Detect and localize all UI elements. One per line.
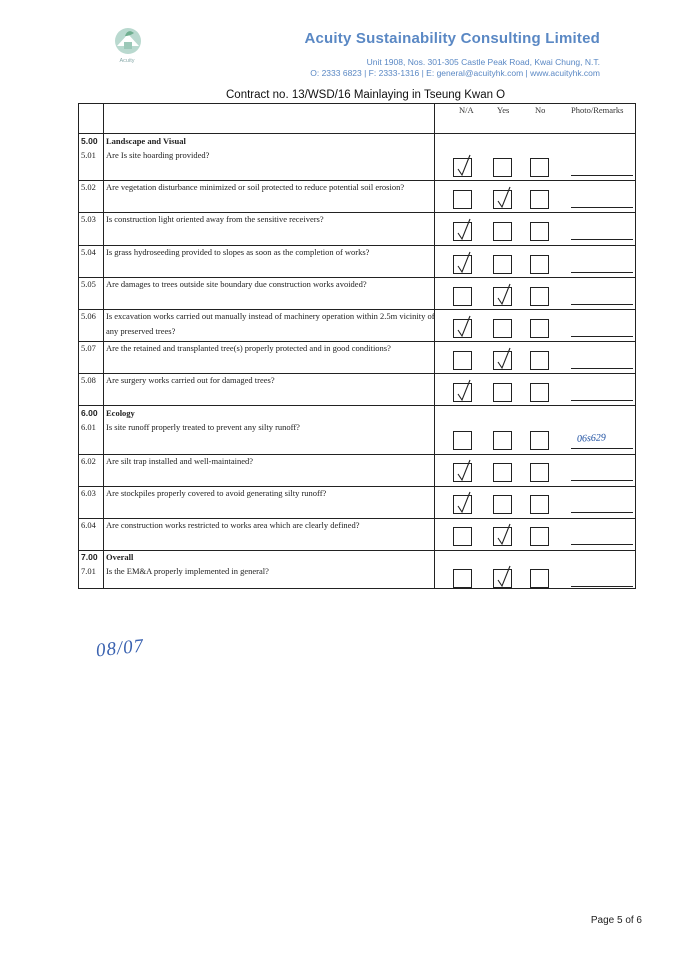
question-text: Are Is site hoarding provided? bbox=[106, 150, 210, 160]
question-text: Is construction light oriented away from the sensitive receivers? bbox=[106, 214, 324, 224]
check-mark-icon bbox=[454, 490, 474, 514]
column-header-yes: Yes bbox=[497, 105, 510, 115]
checkbox-yes[interactable] bbox=[493, 319, 512, 338]
question-text: Are silt trap installed and well-maintained? bbox=[106, 456, 254, 466]
question-text: Are damages to trees outside site boundary due construction works avoided? bbox=[106, 279, 367, 289]
checkbox-no[interactable] bbox=[530, 190, 549, 209]
item-number: 5.05 bbox=[81, 279, 96, 289]
remarks-field[interactable] bbox=[571, 544, 633, 545]
question-text: Are the retained and transplanted tree(s) properly protected and in good conditions? bbox=[106, 343, 391, 353]
check-mark-icon bbox=[454, 153, 474, 177]
checkbox-yes[interactable] bbox=[493, 255, 512, 274]
checkbox-no[interactable] bbox=[530, 319, 549, 338]
remarks-field[interactable] bbox=[571, 272, 633, 273]
remarks-field[interactable] bbox=[571, 586, 633, 587]
check-mark-icon bbox=[494, 282, 514, 306]
checkbox-yes[interactable] bbox=[493, 495, 512, 514]
item-number: 6.02 bbox=[81, 456, 96, 466]
checkbox-no[interactable] bbox=[530, 569, 549, 588]
remarks-field[interactable] bbox=[571, 512, 633, 513]
section-title: Landscape and Visual bbox=[106, 136, 186, 146]
column-header-na: N/A bbox=[459, 105, 474, 115]
remarks-field[interactable] bbox=[571, 368, 633, 369]
column-header-no: No bbox=[535, 105, 546, 115]
checkbox-na[interactable] bbox=[453, 431, 472, 450]
section-title: Overall bbox=[106, 552, 134, 562]
company-name: Acuity Sustainability Consulting Limited bbox=[304, 30, 600, 47]
question-text: Is the EM&A properly implemented in general? bbox=[106, 566, 269, 576]
item-number: 6.03 bbox=[81, 488, 96, 498]
item-number: 5.08 bbox=[81, 375, 96, 385]
item-number: 5.06 bbox=[81, 311, 96, 321]
section-title: Ecology bbox=[106, 408, 135, 418]
checkbox-no[interactable] bbox=[530, 383, 549, 402]
checkbox-na[interactable] bbox=[453, 527, 472, 546]
checkbox-no[interactable] bbox=[530, 495, 549, 514]
checkbox-yes[interactable] bbox=[493, 222, 512, 241]
remarks-field[interactable] bbox=[571, 239, 633, 240]
checkbox-na[interactable] bbox=[453, 287, 472, 306]
checkbox-na[interactable] bbox=[453, 351, 472, 370]
checkbox-no[interactable] bbox=[530, 287, 549, 306]
question-text: Are surgery works carried out for damaged trees? bbox=[106, 375, 275, 385]
company-address: Unit 1908, Nos. 301-305 Castle Peak Road, Kwai Chung, N.T. bbox=[366, 57, 600, 67]
question-text: Is excavation works carried out manually instead of machinery operation within 2.5m vicinity of any preserved trees? bbox=[106, 311, 435, 336]
column-header-remarks: Photo/Remarks bbox=[571, 105, 624, 115]
check-mark-icon bbox=[494, 346, 514, 370]
item-number: 5.07 bbox=[81, 343, 96, 353]
question-text: Is grass hydroseeding provided to slopes as soon as the completion of works? bbox=[106, 247, 370, 257]
company-contact: O: 2333 6823 | F: 2333-1316 | E: general@acuityhk.com | www.acuityhk.com bbox=[310, 68, 600, 78]
checkbox-no[interactable] bbox=[530, 222, 549, 241]
checkbox-no[interactable] bbox=[530, 351, 549, 370]
check-mark-icon bbox=[454, 217, 474, 241]
checklist-table bbox=[78, 103, 636, 589]
checkbox-no[interactable] bbox=[530, 527, 549, 546]
remarks-field[interactable] bbox=[571, 400, 633, 401]
check-mark-icon bbox=[454, 314, 474, 338]
check-mark-icon bbox=[454, 250, 474, 274]
checkbox-no[interactable] bbox=[530, 463, 549, 482]
remarks-field[interactable] bbox=[571, 480, 633, 481]
handwritten-note: 08/07 bbox=[94, 635, 146, 662]
check-mark-icon bbox=[454, 378, 474, 402]
remarks-field[interactable] bbox=[571, 175, 633, 176]
checkbox-na[interactable] bbox=[453, 569, 472, 588]
question-text: Are construction works restricted to works area which are clearly defined? bbox=[106, 520, 360, 530]
remark-handwriting: 06s629 bbox=[576, 432, 607, 445]
remarks-field[interactable] bbox=[571, 336, 633, 337]
check-mark-icon bbox=[454, 458, 474, 482]
checkbox-na[interactable] bbox=[453, 190, 472, 209]
checkbox-yes[interactable] bbox=[493, 463, 512, 482]
item-number: 6.01 bbox=[81, 422, 96, 432]
item-number: 7.01 bbox=[81, 566, 96, 576]
remarks-field[interactable] bbox=[571, 207, 633, 208]
checkbox-yes[interactable] bbox=[493, 431, 512, 450]
question-text: Is site runoff properly treated to prevent any silty runoff? bbox=[106, 422, 300, 432]
section-number: 6.00 bbox=[81, 408, 98, 418]
check-mark-icon bbox=[494, 564, 514, 588]
item-number: 5.02 bbox=[81, 182, 96, 192]
checkbox-yes[interactable] bbox=[493, 383, 512, 402]
section-number: 5.00 bbox=[81, 136, 98, 146]
column-divider bbox=[103, 104, 104, 588]
company-logo bbox=[103, 24, 153, 74]
page-number: Page 5 of 6 bbox=[590, 915, 642, 926]
logo-text: Acuity bbox=[119, 58, 135, 64]
checkbox-no[interactable] bbox=[530, 158, 549, 177]
checkbox-no[interactable] bbox=[530, 255, 549, 274]
checkbox-no[interactable] bbox=[530, 431, 549, 450]
checkbox-yes[interactable] bbox=[493, 158, 512, 177]
item-number: 5.01 bbox=[81, 150, 96, 160]
item-number: 6.04 bbox=[81, 520, 96, 530]
check-mark-icon bbox=[494, 522, 514, 546]
contract-title: Contract no. 13/WSD/16 Mainlaying in Tseung Kwan O bbox=[226, 89, 506, 101]
remarks-field[interactable] bbox=[571, 304, 633, 305]
question-text: Are vegetation disturbance minimized or soil protected to reduce potential soil erosion? bbox=[106, 182, 405, 192]
item-number: 5.04 bbox=[81, 247, 96, 257]
question-text: Are stockpiles properly covered to avoid generating silty runoff? bbox=[106, 488, 327, 498]
check-mark-icon bbox=[494, 185, 514, 209]
remarks-field[interactable] bbox=[571, 448, 633, 449]
item-number: 5.03 bbox=[81, 214, 96, 224]
section-number: 7.00 bbox=[81, 552, 98, 562]
